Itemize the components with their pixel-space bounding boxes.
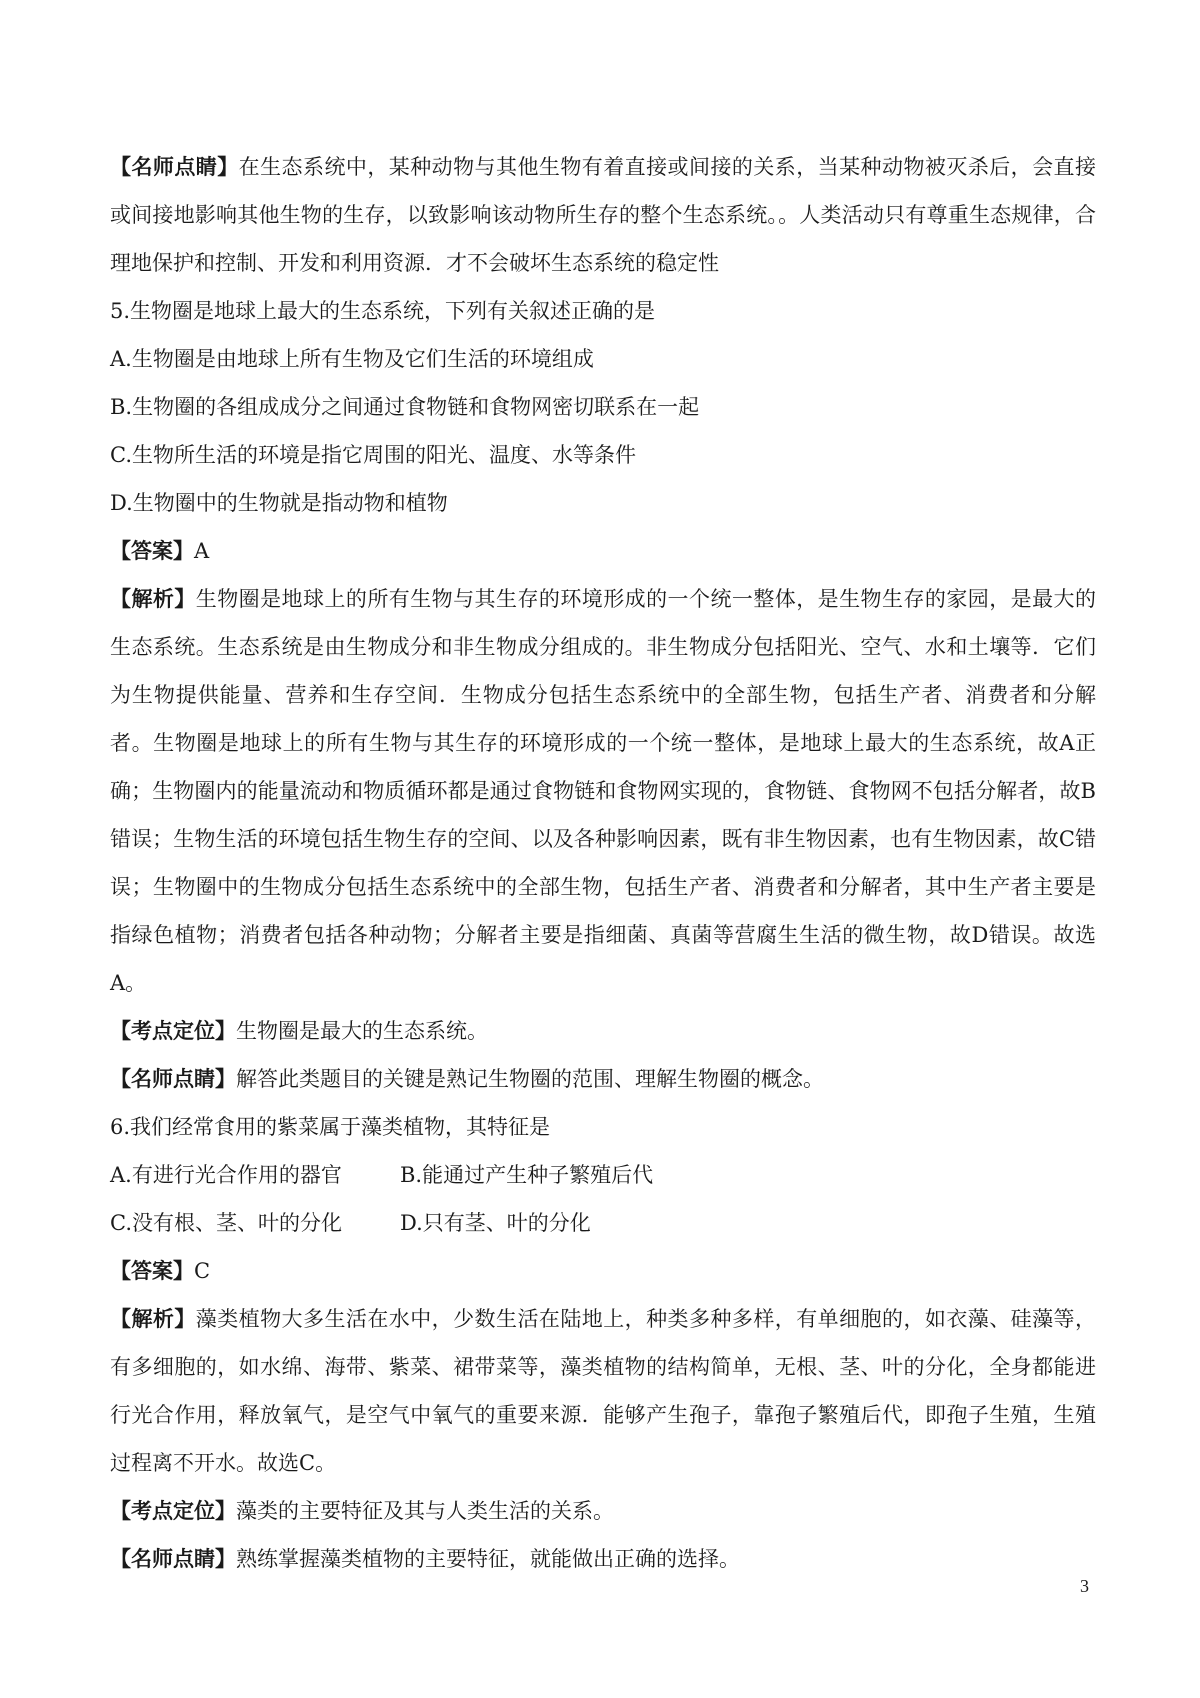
answer-value: A <box>194 539 210 563</box>
teacher-note-5 <box>110 1055 1096 1103</box>
answer-value: C <box>194 1259 211 1283</box>
key-point-text: 生物圈是最大的生态系统。 <box>236 1019 488 1043</box>
option-6d: D.只有茎、叶的分化 <box>400 1211 591 1235</box>
option-5c <box>110 431 1096 479</box>
key-point-tag: 【考点定位】 <box>110 1018 236 1043</box>
option-5b-text: B.生物圈的各组成成分之间通过食物链和食物网密切联系在一起 <box>110 395 700 419</box>
option-6a: A.有进行光合作用的器官 <box>110 1163 342 1187</box>
question-6 <box>110 1103 1096 1151</box>
question-5-text: 5.生物圈是地球上最大的生态系统，下列有关叙述正确的是 <box>110 299 656 323</box>
key-point-text: 藻类的主要特征及其与人类生活的关系。 <box>236 1499 614 1523</box>
teacher-note-text: 熟练掌握藻类植物的主要特征，就能做出正确的选择。 <box>236 1547 740 1571</box>
option-5d-text: D.生物圈中的生物就是指动物和植物 <box>110 491 448 515</box>
option-5a-text: A.生物圈是由地球上所有生物及它们生活的环境组成 <box>110 347 594 371</box>
key-point-5 <box>110 1007 1096 1055</box>
teacher-note-paragraph <box>110 143 1096 287</box>
option-5b <box>110 383 1096 431</box>
answer-5 <box>110 527 1096 575</box>
analysis-tag: 【解析】 <box>110 1306 196 1331</box>
answer-tag: 【答案】 <box>110 538 194 563</box>
teacher-note-tag: 【名师点睛】 <box>110 1546 236 1571</box>
teacher-note-tag: 【名师点睛】 <box>110 1066 236 1091</box>
analysis-tag: 【解析】 <box>110 586 196 611</box>
analysis-text: 生物圈是地球上的所有生物与其生存的环境形成的一个统一整体，是生物生存的家园，是最大的生态系统。生态系统是由生物成分和非生物成分组成的。非生物成分包括阳光、空气、水和土壤等．它们为生物提供能量、营养和生存空间．生物成分包括生态系统中的全部生物，包括生产者、消费者和分解者。生物圈是地球上的所有生物与其生存的环境形成的一个统一整体，是地球上最大的生态系统，故A正确；生物圈内的能量流动和物质循环都是通过食物链和食物网实现的，食物链、食物网不包括分解者，故B错误；生物生活的环境包括生物生存的空间、以及各种影响因素，既有非生物因素，也有生物因素，故C错误；生物圈中的生物成分包括生态系统中的全部生物，包括生产者、消费者和分解者，其中生产者主要是指绿色植物；消费者包括各种动物；分解者主要是指细菌、真菌等营腐生生活的微生物，故D错误。故选A。 <box>110 587 1096 995</box>
page-number: 3 <box>1080 1576 1089 1596</box>
key-point-tag: 【考点定位】 <box>110 1498 236 1523</box>
teacher-note-6 <box>110 1535 1096 1583</box>
page-content <box>110 143 1096 1583</box>
option-6c: C.没有根、茎、叶的分化 <box>110 1211 342 1235</box>
option-5a <box>110 335 1096 383</box>
options-row-2 <box>110 1199 1096 1247</box>
analysis-text: 藻类植物大多生活在水中，少数生活在陆地上，种类多种多样，有单细胞的，如衣藻、硅藻等，有多细胞的，如水绵、海带、紫菜、裙带菜等，藻类植物的结构简单，无根、茎、叶的分化，全身都能进行光合作用，释放氧气，是空气中氧气的重要来源．能够产生孢子，靠孢子繁殖后代，即孢子生殖，生殖过程离不开水。故选C。 <box>110 1307 1096 1475</box>
options-row-1 <box>110 1151 1096 1199</box>
question-6-text: 6.我们经常食用的紫菜属于藻类植物，其特征是 <box>110 1115 551 1139</box>
option-6b: B.能通过产生种子繁殖后代 <box>400 1163 654 1187</box>
question-5 <box>110 287 1096 335</box>
option-5c-text: C.生物所生活的环境是指它周围的阳光、温度、水等条件 <box>110 443 636 467</box>
answer-6 <box>110 1247 1096 1295</box>
teacher-note-text: 解答此类题目的关键是熟记生物圈的范围、理解生物圈的概念。 <box>236 1067 824 1091</box>
answer-tag: 【答案】 <box>110 1258 194 1283</box>
teacher-note-tag: 【名师点睛】 <box>110 154 239 179</box>
teacher-note-text: 在生态系统中，某种动物与其他生物有着直接或间接的关系，当某种动物被灭杀后，会直接或间接地影响其他生物的生存，以致影响该动物所生存的整个生态系统。。人类活动只有尊重生态规律，合理地保护和控制、开发和利用资源．才不会破坏生态系统的稳定性 <box>110 155 1097 275</box>
analysis-5 <box>110 575 1096 1007</box>
key-point-6 <box>110 1487 1096 1535</box>
analysis-6 <box>110 1295 1096 1487</box>
option-5d <box>110 479 1096 527</box>
